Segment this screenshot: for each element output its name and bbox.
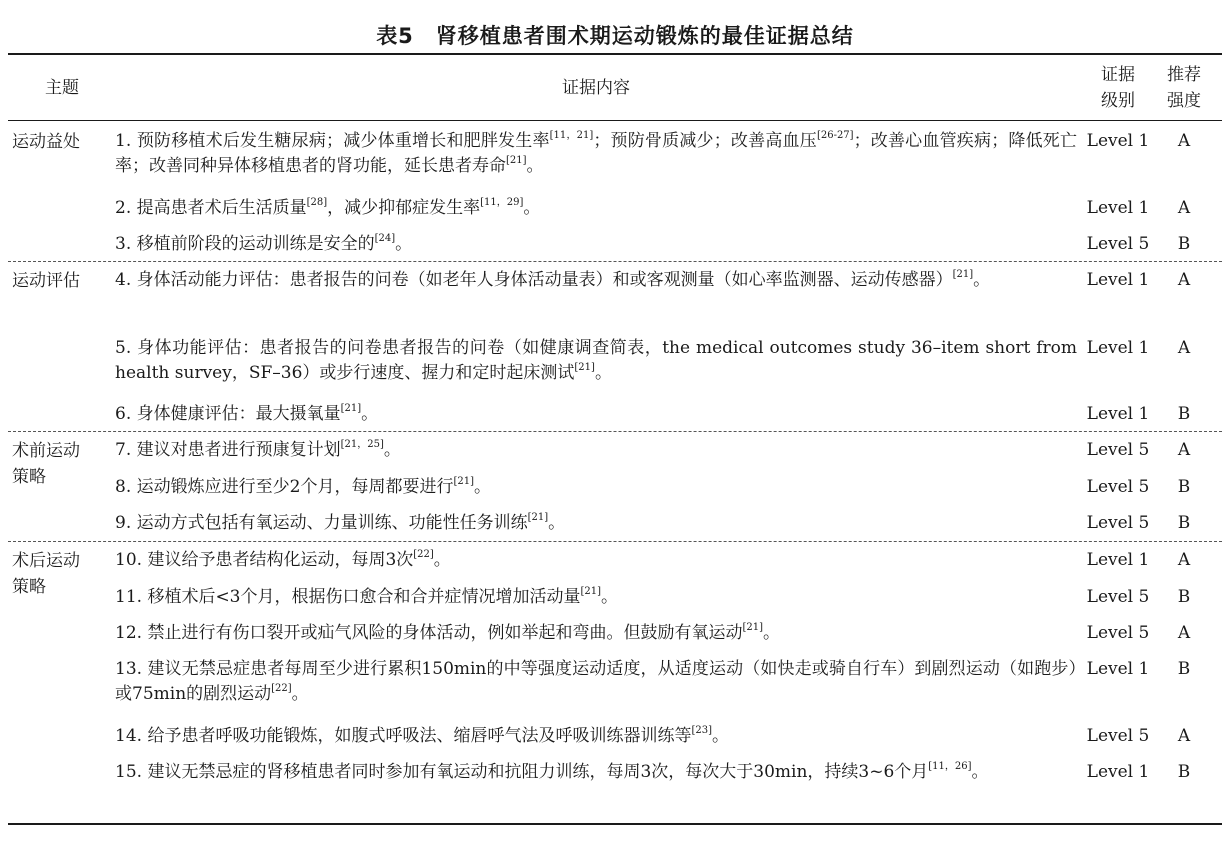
evidence-content [115,511,1077,536]
evidence-text: 6. 身体健康评估：最大摄氧量 [115,404,341,424]
table-title: 表5 肾移植患者围术期运动锻炼的最佳证据总结 [376,24,854,48]
citation-ref: [21] [506,155,527,166]
evidence-text: 。 [383,440,401,460]
evidence-text: 15. 建议无禁忌症的肾移植患者同时参加有氧运动和抗阻力训练，每周3次，每次大于30min，持续3~6个月 [115,762,929,782]
recommendation-strength: A [1177,131,1191,151]
evidence-text: 13. 建议无禁忌症患者每周至少进行累积150min的中等强度运动适度，从适度运动（如快走或骑自行车）到剧烈运动（如跑步）或75min的剧烈运动 [115,659,1077,704]
recommendation-strength: B [1177,513,1191,533]
evidence-text: 7. 建议对患者进行预康复计划 [115,440,341,460]
evidence-level: Level 5 [1086,477,1150,497]
citation-ref: [21] [574,362,595,373]
evidence-text: ；预防骨质减少；改善高血压 [593,131,817,151]
evidence-level: Level 5 [1086,587,1150,607]
evidence-level: Level 5 [1086,726,1150,746]
citation-ref: [21，25] [340,439,384,450]
recommendation-strength: B [1177,659,1191,679]
citation-ref: [22] [413,549,434,560]
evidence-text: 。 [762,623,780,643]
header-level-line2: 级别 [1101,91,1135,111]
evidence-text: 。 [971,762,989,782]
evidence-text: ；改善心血管疾病；降低死亡率；改善同种异体移植患者的肾功能，延长患者寿命 [115,131,1077,176]
citation-ref: [28] [306,197,328,208]
evidence-text: 。 [973,270,991,290]
evidence-text: 。 [601,587,619,607]
evidence-level: Level 1 [1086,659,1150,679]
group-label: 策略 [12,577,46,597]
evidence-level: Level 1 [1086,270,1150,290]
recommendation-strength: A [1177,726,1191,746]
evidence-level: Level 5 [1086,513,1150,533]
evidence-content [115,760,1077,785]
header-content: 证据内容 [562,78,630,98]
evidence-content [115,336,1077,386]
evidence-content [115,402,1077,427]
evidence-content [115,438,1077,463]
evidence-level: Level 1 [1086,198,1150,218]
recommendation-strength: B [1177,477,1191,497]
recommendation-strength: A [1177,270,1191,290]
evidence-content [115,621,1077,646]
citation-ref: [11，26] [928,761,972,772]
evidence-text: 。 [433,550,451,570]
header-level [1082,62,1154,114]
evidence-text: 。 [594,363,612,383]
evidence-text: 4. 身体活动能力评估：患者报告的问卷（如老年人身体活动量表）和或客观测量（如心率监测器、运动传感器） [115,270,953,290]
recommendation-strength: B [1177,587,1191,607]
evidence-text: 。 [291,684,309,704]
evidence-level: Level 1 [1086,550,1150,570]
group-label: 策略 [12,467,46,487]
evidence-text: 。 [361,404,379,424]
group-label: 术前运动 [12,441,80,461]
evidence-text: 9. 运动方式包括有氧运动、力量训练、功能性任务训练 [115,513,528,533]
recommendation-strength: B [1177,404,1191,424]
evidence-text: 。 [548,513,566,533]
group-divider [8,261,1222,262]
group-assessment [12,268,112,294]
evidence-content [115,724,1077,749]
evidence-text: 。 [473,477,491,497]
recommendation-strength: A [1177,440,1191,460]
evidence-text: 11. 移植术后<3个月，根据伤口愈合和合并症情况增加活动量 [115,587,581,607]
recommendation-strength: A [1177,338,1191,358]
evidence-text: 8. 运动锻炼应进行至少2个月，每周都要进行 [115,477,454,497]
group-divider [8,541,1222,542]
evidence-content [115,657,1077,707]
evidence-level: Level 5 [1086,623,1150,643]
citation-ref: [21] [453,476,474,487]
evidence-level: Level 1 [1086,338,1150,358]
evidence-text: 3. 移植前阶段的运动训练是安全的 [115,234,375,254]
evidence-text: 。 [395,234,413,254]
group-label: 运动评估 [12,271,80,291]
evidence-text: 12. 禁止进行有伤口裂开或疝气风险的身体活动，例如举起和弯曲。但鼓励有氧运动 [115,623,743,643]
evidence-text: 。 [523,198,541,218]
evidence-level: Level 1 [1086,404,1150,424]
group-divider [8,431,1222,432]
evidence-content [115,585,1077,610]
header-strength [1160,62,1208,114]
bottom-rule [8,823,1222,825]
evidence-level: Level 5 [1086,440,1150,460]
evidence-text: 5. 身体功能评估：患者报告的问卷患者报告的问卷（如健康调查简表，the medical outcomes study 36–item short from health survey，SF–36）或步行速度、握力和定时起床测试 [115,338,1077,383]
header-strength-line1: 推荐 [1167,65,1201,85]
evidence-level: Level 1 [1086,131,1150,151]
citation-ref: [21] [580,586,602,597]
evidence-text: ，减少抑郁症发生率 [327,198,481,218]
group-benefits [12,129,112,155]
evidence-content [115,129,1077,179]
citation-ref: [26-27] [816,130,854,141]
evidence-level: Level 5 [1086,234,1150,254]
header-level-line1: 证据 [1101,65,1135,85]
recommendation-strength: A [1177,198,1191,218]
evidence-text: 14. 给予患者呼吸功能锻炼，如腹式呼吸法、缩唇呼气法及呼吸训练器训练等 [115,726,692,746]
group-label: 术后运动 [12,551,80,571]
citation-ref: [11，21] [549,130,594,141]
group-preop [12,438,112,490]
evidence-level: Level 1 [1086,762,1150,782]
citation-ref: [21] [527,512,549,523]
group-label: 运动益处 [12,132,80,152]
evidence-text: 1. 预防移植术后发生糖尿病；减少体重增长和肥胖发生率 [115,131,550,151]
evidence-content [115,232,1077,257]
group-postop [12,548,112,600]
evidence-text: 2. 提高患者术后生活质量 [115,198,307,218]
top-rule [8,53,1222,55]
citation-ref: [21] [952,269,974,280]
header-rule [8,120,1222,121]
recommendation-strength: A [1177,623,1191,643]
evidence-content [115,548,1077,573]
recommendation-strength: B [1177,234,1191,254]
evidence-content [115,196,1077,221]
recommendation-strength: B [1177,762,1191,782]
evidence-text: 10. 建议给予患者结构化运动，每周3次 [115,550,414,570]
header-theme: 主题 [45,78,79,98]
header-strength-line2: 强度 [1167,91,1201,111]
recommendation-strength: A [1177,550,1191,570]
citation-ref: [23] [691,725,712,736]
citation-ref: [22] [271,683,292,694]
evidence-content [115,475,1077,500]
citation-ref: [24] [374,233,396,244]
citation-ref: [21] [340,403,362,414]
evidence-content [115,268,1077,293]
citation-ref: [21] [742,622,763,633]
citation-ref: [11，29] [480,197,524,208]
evidence-text: 。 [526,156,544,176]
evidence-text: 。 [711,726,729,746]
